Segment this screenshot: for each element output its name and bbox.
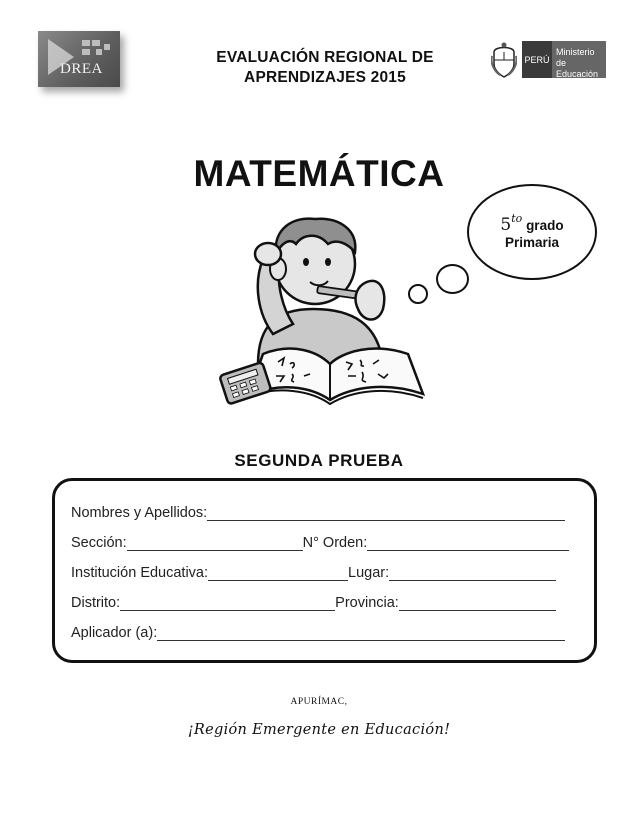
ministry-name-line1: Ministerio [556,47,595,57]
ministry-logo [522,41,606,78]
header-title [200,48,450,88]
grade-superscript: to [511,212,523,225]
form-row-school [71,561,556,581]
coat-of-arms-icon [491,42,517,80]
footer-slogan: ¡Región Emergente en Educación! [187,722,451,738]
form-row-district [71,591,556,611]
order-label: N° Orden: [302,535,368,551]
grade-level: Primaria [504,235,560,250]
order-field[interactable] [367,536,569,551]
names-label: Nombres y Apellidos: [71,505,208,521]
form-row-section [71,531,569,551]
student-illustration [218,214,433,414]
grade-line [469,212,595,235]
ministry-name [556,47,606,80]
header-title-line1: EVALUACIÓN REGIONAL DE [216,49,434,66]
proctor-field[interactable] [157,626,565,641]
grade-bubble [467,184,597,280]
drea-logo [38,31,120,87]
drea-logo-text: DREA [60,61,103,77]
place-label: Lugar: [348,565,390,581]
district-label: Distrito: [71,595,121,611]
form-row-names [71,501,565,521]
school-label: Institución Educativa: [71,565,209,581]
school-field[interactable] [208,566,348,581]
grade-word: grado [526,218,564,233]
district-field[interactable] [120,596,335,611]
section-label: Sección: [71,535,127,551]
footer-region: APURÍMAC, [290,697,348,707]
province-label: Provincia: [335,595,399,611]
province-field[interactable] [399,596,556,611]
student-info-form [52,478,597,663]
place-field[interactable] [389,566,556,581]
names-field[interactable] [207,506,565,521]
thought-bubble-medium [436,264,469,294]
form-row-proctor [71,621,565,641]
test-title: SEGUNDA PRUEBA [234,451,404,470]
ministry-name-line2: de Educación [556,58,599,79]
proctor-label: Aplicador (a): [71,625,158,641]
page-title: MATEMÁTICA [193,153,445,194]
section-field[interactable] [127,536,303,551]
grade-number: 5 [500,215,512,235]
ministry-country: PERÚ [522,41,552,78]
header-title-line2: APRENDIZAJES 2015 [244,69,406,86]
